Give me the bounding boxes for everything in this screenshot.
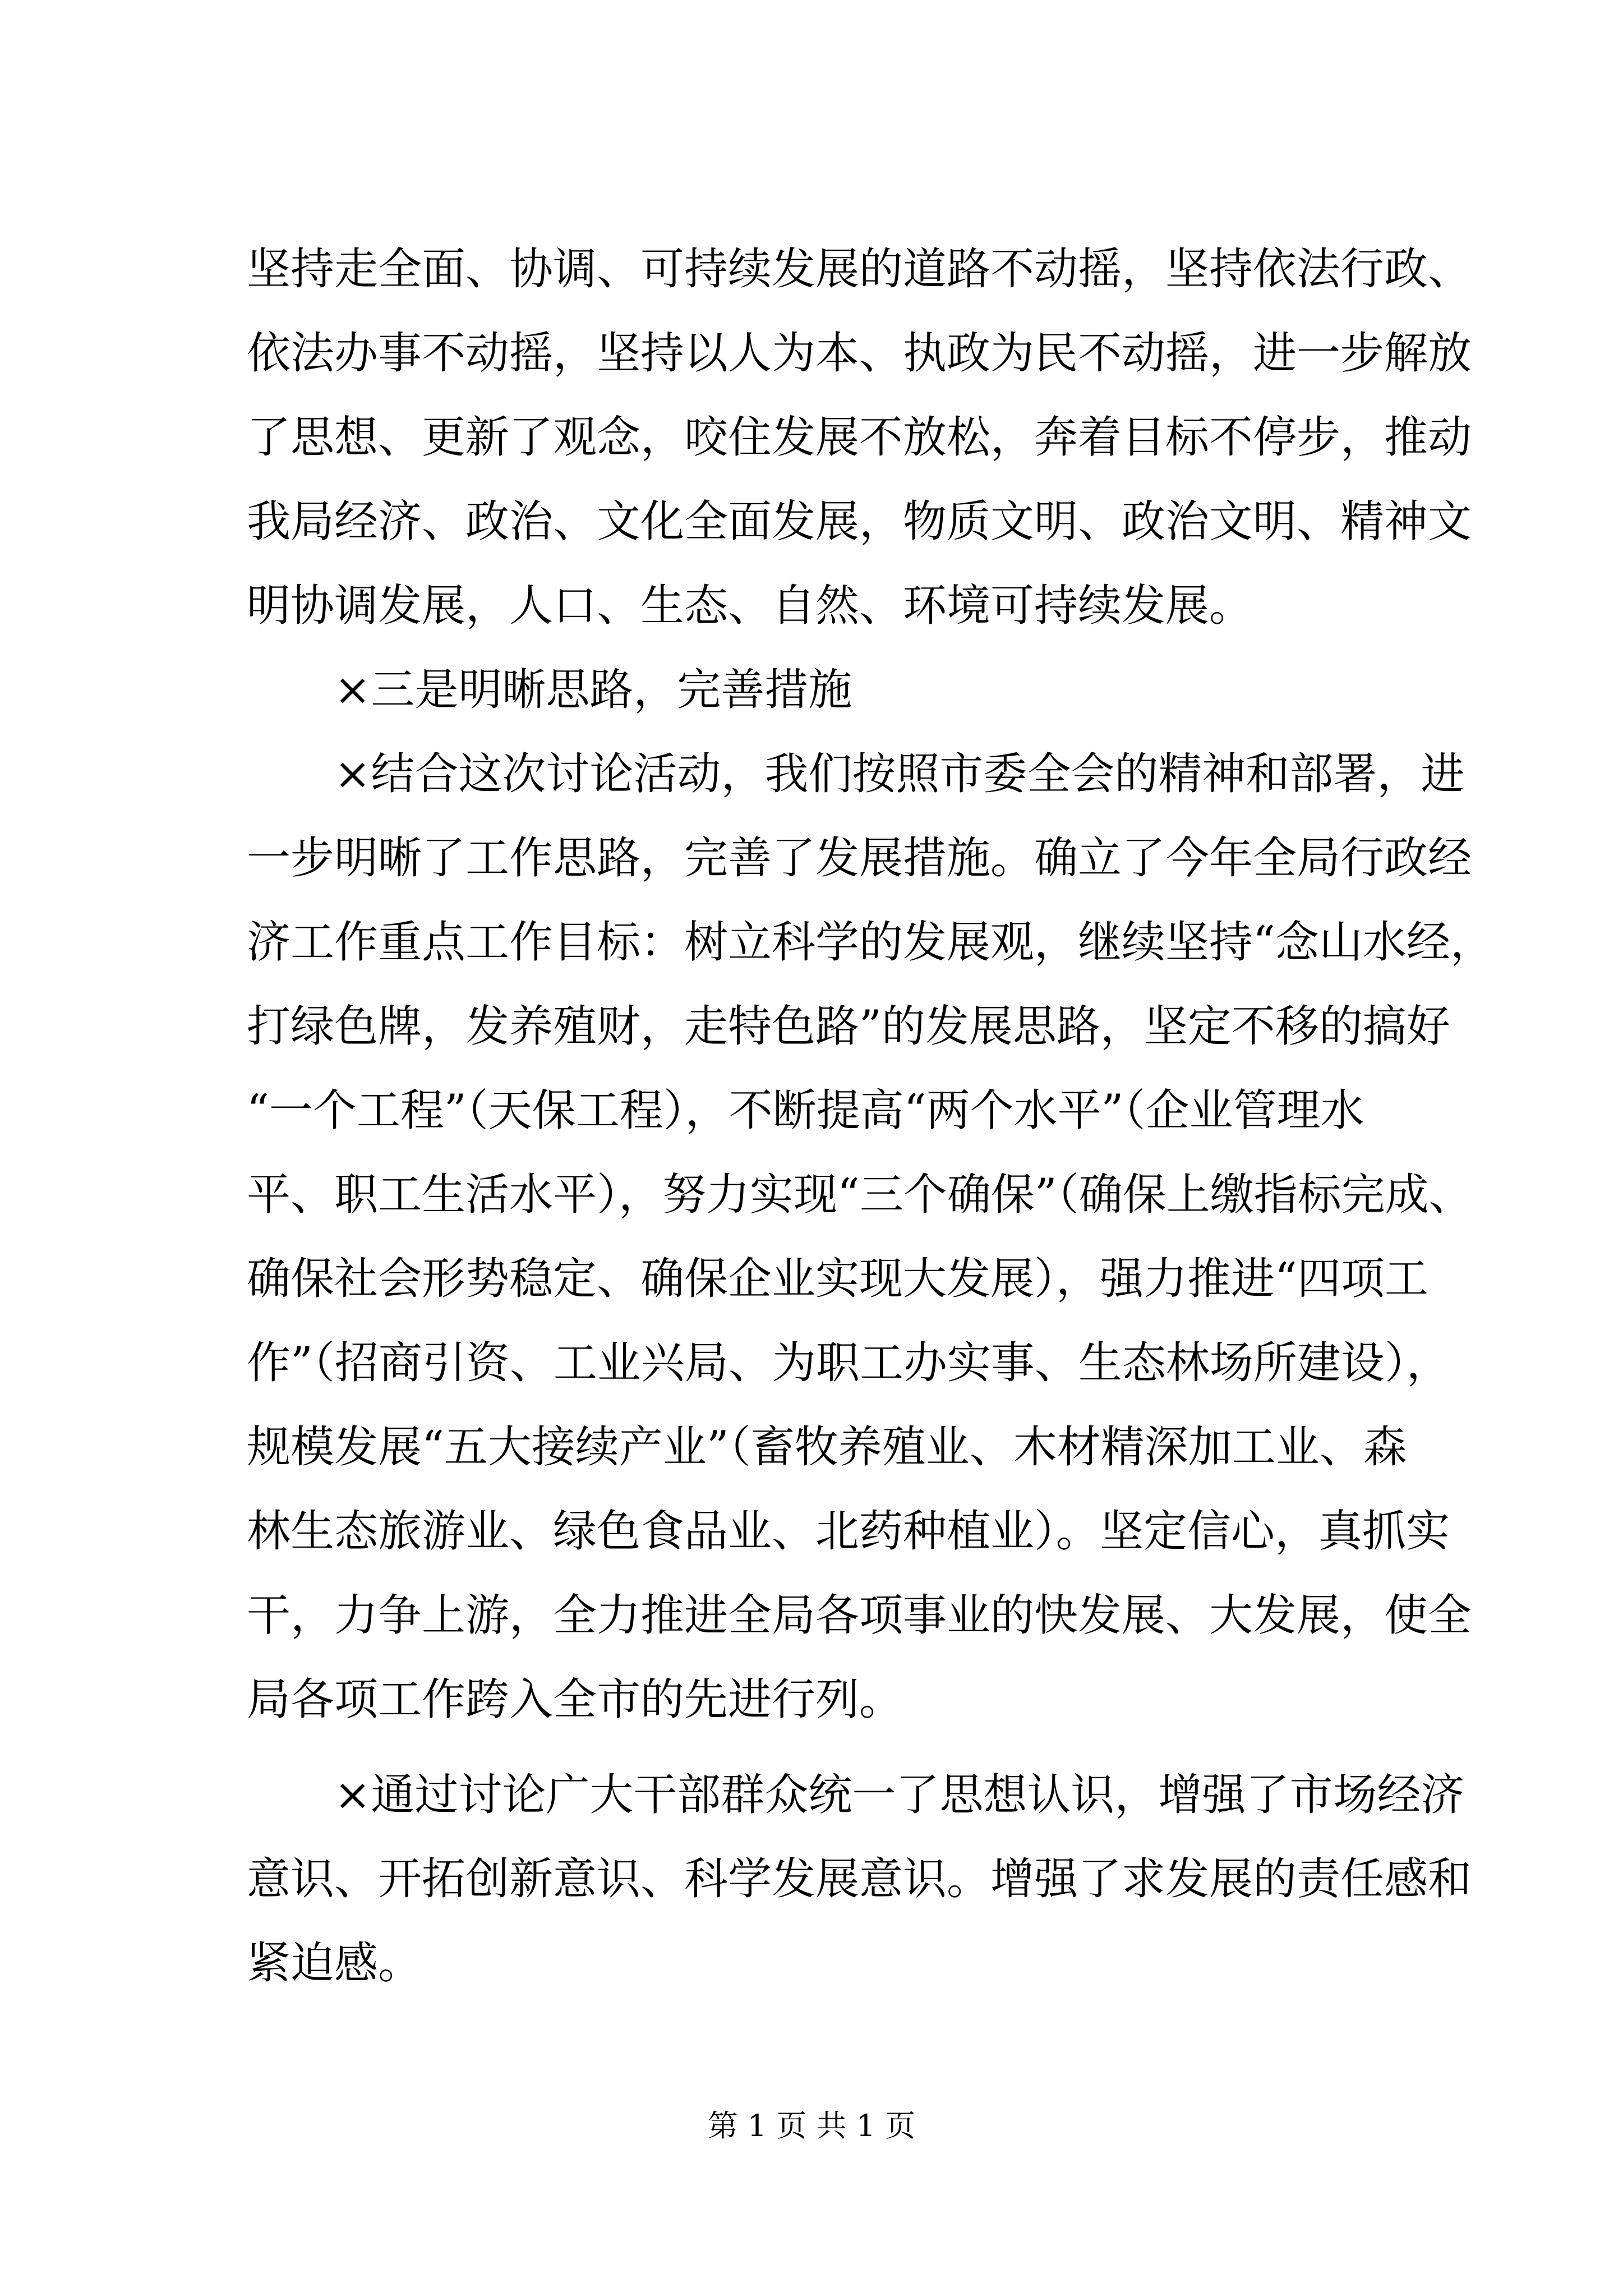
paragraph-1-line-4: 我局经济、政治、文化全面发展，物质文明、政治文明、精神文 <box>247 496 1472 547</box>
paragraph-2-line-11: 干，力争上游，全力推进全局各项事业的快发展、大发展，使全 <box>247 1590 1472 1641</box>
paragraph-2-line-8: 作”（招商引资、工业兴局、为职工办实事、生态林场所建设）， <box>247 1338 1450 1388</box>
paragraph-1-line-3: 了思想、更新了观念，咬住发展不放松，奔着目标不停步，推动 <box>247 412 1472 463</box>
paragraph-2-line-12: 局各项工作跨入全市的先进行列。 <box>247 1674 903 1725</box>
paragraph-2-line-10: 林生态旅游业、绿色食品业、北药种植业）。坚定信心，真抓实 <box>247 1506 1450 1557</box>
page-footer: 第 1 页 共 1 页 <box>707 2108 916 2143</box>
paragraph-2-line-9: 规模发展“五大接续产业”（畜牧养殖业、木材精深加工业、森 <box>247 1422 1407 1473</box>
paragraph-2-line-1: ×结合这次讨论活动，我们按照市委全会的精神和部署，进 <box>334 749 1465 799</box>
paragraph-2-line-3: 济工作重点工作目标：树立科学的发展观，继续坚持“念山水经， <box>247 917 1494 968</box>
paragraph-3-line-2: 意识、开拓创新意识、科学发展意识。增强了求发展的责任感和 <box>247 1854 1472 1904</box>
paragraph-1-line-5: 明协调发展，人口、生态、自然、环境可持续发展。 <box>247 581 1253 631</box>
paragraph-2-line-4: 打绿色牌，发养殖财，走特色路”的发展思路，坚定不移的搞好 <box>247 1001 1450 1052</box>
paragraph-2-line-6: 平、职工生活水平），努力实现“三个确保”（确保上缴指标完成、 <box>247 1170 1473 1220</box>
paragraph-3-line-1: ×通过讨论广大干部群众统一了思想认识，增强了市场经济 <box>334 1770 1465 1820</box>
paragraph-3-line-3: 紧迫感。 <box>247 1938 422 1989</box>
paragraph-2-line-2: 一步明晰了工作思路，完善了发展措施。确立了今年全局行政经 <box>247 833 1472 884</box>
paragraph-1-line-1: 坚持走全面、协调、可持续发展的道路不动摇，坚持依法行政、 <box>247 244 1472 295</box>
paragraph-2-line-5: “一个工程”（天保工程），不断提高“两个水平”（企业管理水 <box>247 1085 1364 1136</box>
paragraph-2-line-7: 确保社会形势稳定、确保企业实现大发展），强力推进“四项工 <box>247 1254 1428 1304</box>
paragraph-1-line-2: 依法办事不动摇，坚持以人为本、执政为民不动摇，进一步解放 <box>247 328 1472 379</box>
section-heading: ×三是明晰思路，完善措施 <box>334 665 852 715</box>
